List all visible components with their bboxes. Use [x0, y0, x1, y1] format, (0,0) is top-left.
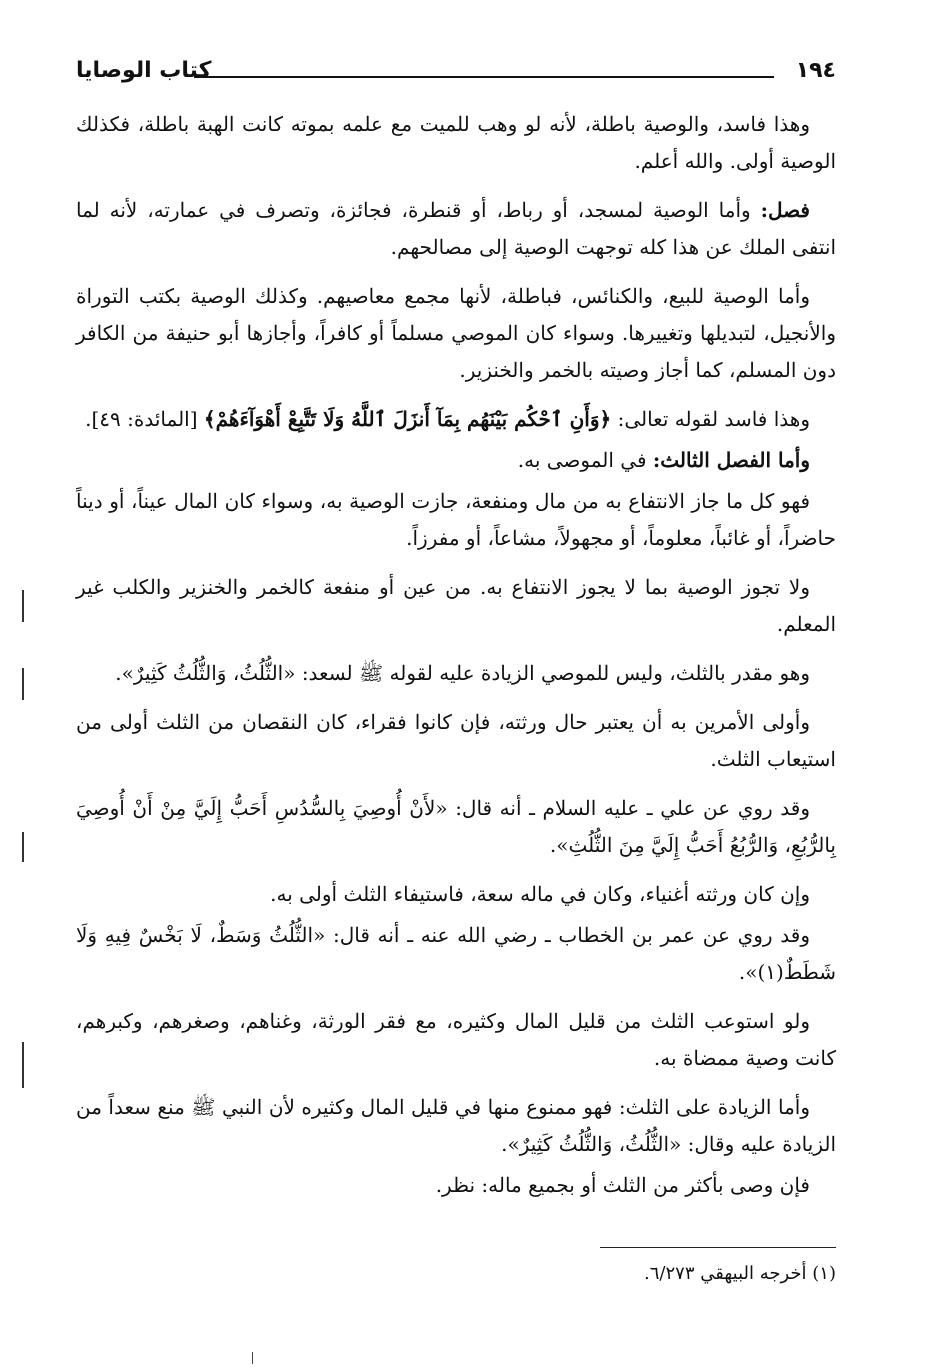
paragraph: [76, 1003, 836, 1077]
header-rule: [194, 76, 774, 78]
paragraph: [76, 704, 836, 778]
paragraph: [76, 1089, 836, 1163]
paragraph-text: وأما الزيادة على الثلث: فهو ممنوع منها في قليل المال وكثيره لأن النبي ﷺ منع سعداً من الزيادة عليه وقال: «الثُّلُثُ، وَالثُّلُثُ كَثِيرٌ».: [76, 1095, 836, 1156]
page-body: [76, 106, 836, 1216]
footnote: (١) أخرجه البيهقي ٦/٢٧٣.: [644, 1263, 836, 1284]
paragraph-text: وهذا فاسد، والوصية باطلة، لأنه لو وهب للميت مع علمه بموته كانت الهبة باطلة، فكذلك الوصية أولى. والله أعلم.: [76, 112, 836, 173]
paragraph: [76, 401, 836, 438]
paragraph-text: وهو مقدر بالثلث، وليس للموصي الزيادة عليه لقوله ﷺ لسعد: «الثُّلُثُ، وَالثُّلُثُ كَثِيرٌ».: [115, 661, 810, 685]
paragraph-text: في الموصى به.: [517, 448, 653, 472]
footnote-separator: [600, 1247, 836, 1248]
paragraph-text: وأما الوصية لمسجد، أو رباط، أو قنطرة، فجائزة، وتصرف في عمارته، لأنه لما انتفى الملك عن هذا كله توجهت الوصية إلى مصالحهم.: [76, 198, 836, 259]
paragraph-text: ولو استوعب الثلث من قليل المال وكثيره، مع فقر الورثة، وغناهم، وصغرهم، وكبرهم، كانت وصية ممضاة به.: [76, 1009, 836, 1070]
margin-line: [22, 1042, 24, 1088]
paragraph: [76, 483, 836, 557]
paragraph: [76, 917, 836, 991]
paragraph: [76, 1167, 836, 1204]
quran-verse: ﴿وَأَنِ ٱحْكُم بَيْنَهُم بِمَآ أَنزَلَ ٱللَّهُ وَلَا تَتَّبِعْ أَهْوَآءَهُمْ﴾: [203, 407, 612, 431]
section-lead: فصل:: [760, 198, 810, 222]
running-title: كتاب الوصايا: [76, 58, 212, 83]
margin-line: [22, 668, 24, 700]
paragraph-text: ولا تجوز الوصية بما لا يجوز الانتفاع به. من عين أو منفعة كالخمر والخنزير والكلب غير المعلم.: [76, 575, 836, 636]
verse-reference: [المائدة: ٤٩].: [85, 407, 204, 431]
paragraph: [76, 790, 836, 864]
paragraph: [76, 106, 836, 180]
paragraph: [76, 192, 836, 266]
margin-line: [22, 832, 24, 862]
paragraph: [76, 655, 836, 692]
scan-mark: [252, 1352, 253, 1364]
paragraph-text: وإن كان ورثته أغنياء، وكان في ماله سعة، فاستيفاء الثلث أولى به.: [270, 882, 810, 906]
section-lead: وأما الفصل الثالث:: [652, 448, 810, 472]
paragraph-text: وأولى الأمرين به أن يعتبر حال ورثته، فإن كانوا فقراء، كان النقصان من الثلث أولى من استيعاب الثلث.: [76, 710, 836, 771]
page-header: [76, 58, 836, 92]
paragraph-text: وقد روي عن علي ـ عليه السلام ـ أنه قال: «لأَنْ أُوصِيَ بِالسُّدُسِ أَحَبُّ إِلَيَّ مِنْ أَنْ أُوصِيَ بِالرُّبُعِ، وَالرُّبُعُ أَحَبُّ إِلَيَّ مِنَ الثُّلُثِ».: [76, 796, 836, 857]
paragraph-text: فإن وصى بأكثر من الثلث أو بجميع ماله: نظر.: [435, 1173, 810, 1197]
paragraph-text: فهو كل ما جاز الانتفاع به من مال ومنفعة، جازت الوصية به، وسواء كان المال عيناً، أو ديناً حاضراً، أو غائباً، معلوماً، أو مجهولاً، مشاعاً، أو مفرزاً.: [76, 489, 836, 550]
paragraph-text: وأما الوصية للبيع، والكنائس، فباطلة، لأنها مجمع معاصيهم. وكذلك الوصية بكتب التوراة والأنجيل، لتبديلها وتغييرها. وسواء كان الموصي مسلماً أو كافراً، وأجازها أبو حنيفة من الكافر دون المسلم، كما أجاز وصيته بالخمر والخنزير.: [76, 284, 836, 382]
paragraph-text: وهذا فاسد لقوله تعالى:: [611, 407, 810, 431]
margin-line: [22, 590, 24, 622]
page-number: ١٩٤: [795, 58, 836, 83]
paragraph: [76, 569, 836, 643]
paragraph: [76, 278, 836, 389]
paragraph: [76, 876, 836, 913]
paragraph-text: وقد روي عن عمر بن الخطاب ـ رضي الله عنه ـ أنه قال: «الثُّلُثُ وَسَطٌ، لَا بَخْسٌ فِيهِ وَلَا شَطَطٌ(١)».: [76, 923, 836, 984]
paragraph: [76, 442, 836, 479]
